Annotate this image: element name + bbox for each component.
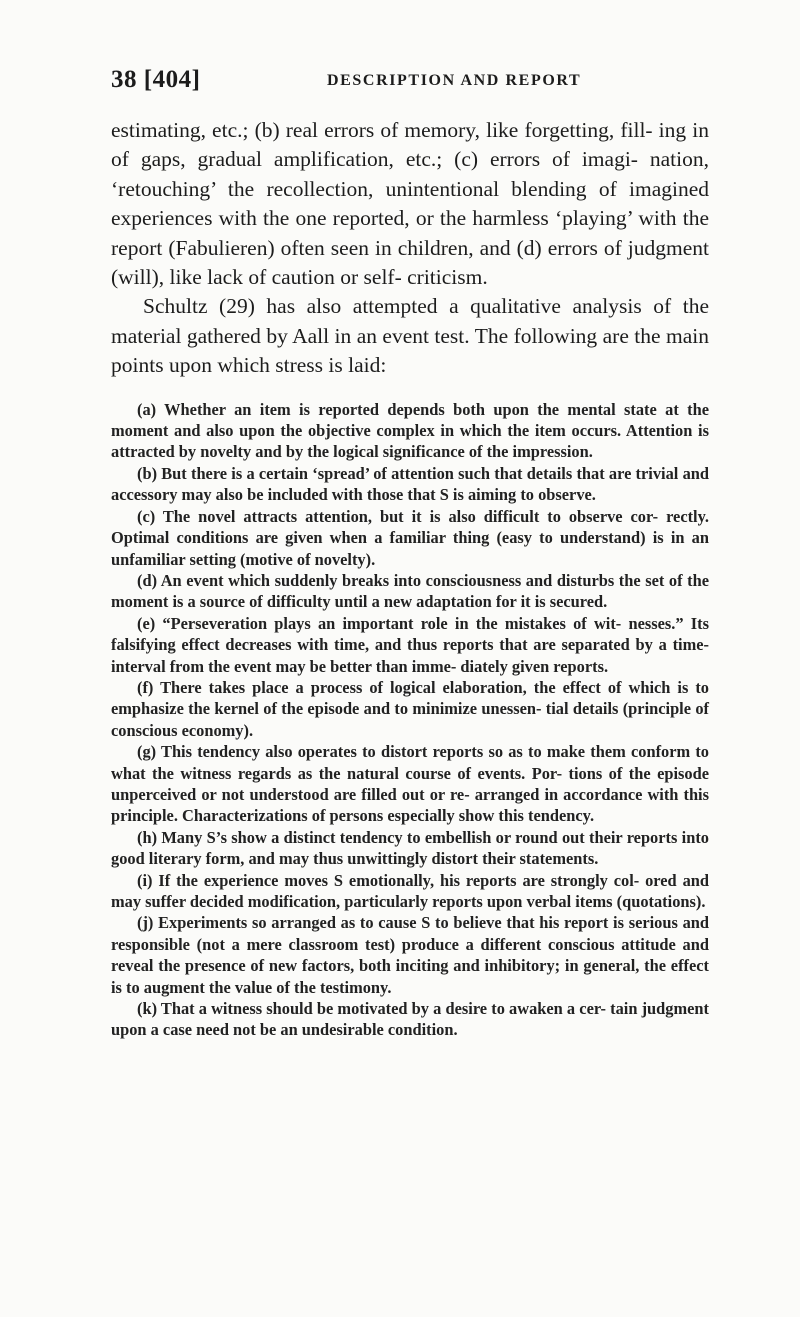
list-item-e: (e) “Perseveration plays an important role in the mistakes of wit- nesses.” Its falsifying effect decreases with time, and thus reports that are separated by a time-interval from the event may be better than imme- diately given reports. <box>111 613 709 676</box>
list-item-a: (a) Whether an item is reported depends both upon the mental state at the moment and also upon the objective complex in which the item occurs. Attention is attracted by novelty and by the logical significance of the impression. <box>111 399 709 462</box>
list-item-h: (h) Many S’s show a distinct tendency to embellish or round out their reports into good literary form, and may thus unwittingly distort their statements. <box>111 827 709 869</box>
list-item-f: (f) There takes place a process of logical elaboration, the effect of which is to emphasize the kernel of the episode and to minimize unessen- tial details (principle of conscious economy). <box>111 677 709 740</box>
paragraph-schultz: Schultz (29) has also attempted a qualitative analysis of the material gathered by Aall in an event test. The following are the main points upon which stress is laid: <box>111 294 709 378</box>
list-item-j: (j) Experiments so arranged as to cause S to believe that his report is serious and responsible (not a mere classroom test) produce a different conscious attitude and reveal the presence of new factors, both inciting and inhibitory; in general, the effect is to augment the value of the testimony. <box>111 913 709 997</box>
page-number: 38 [404] <box>111 66 201 93</box>
body-text <box>111 116 709 1041</box>
paragraph-continued: estimating, etc.; (b) real errors of memory, like forgetting, fill- ing in of gaps, gradual amplification, etc.; (c) errors of imagi- nation, ‘retouching’ the recollection, unintentional blending of imagined experiences with the one reported, or the harmless ‘playing’ with the report (Fabulieren) often seen in children, and (d) errors of judgment (will), like lack of caution or self- criticism. <box>111 118 709 290</box>
list-item-b: (b) But there is a certain ‘spread’ of attention such that details that are trivial and accessory may also be included with those that S is aiming to observe. <box>111 463 709 505</box>
running-head: DESCRIPTION AND REPORT <box>327 72 582 89</box>
list-item-c: (c) The novel attracts attention, but it is also difficult to observe cor- rectly. Optimal conditions are given when a familiar thing (easy to understand) is in an unfamiliar setting (motive of novelty). <box>111 506 709 569</box>
list-item-g: (g) This tendency also operates to distort reports so as to make them conform to what the witness regards as the natural course of events. Por- tions of the episode unperceived or not understood are filled out or re- arranged in accordance with this principle. Characterizations of persons especially show this tendency. <box>111 742 709 826</box>
list-item-d: (d) An event which suddenly breaks into consciousness and disturbs the set of the moment is a source of difficulty until a new adaptation for it is secured. <box>111 570 709 612</box>
page-header <box>111 66 711 96</box>
points-list <box>111 399 709 1041</box>
list-item-i: (i) If the experience moves S emotionally, his reports are strongly col- ored and may suffer decided modification, particularly reports upon verbal items (quotations). <box>111 870 709 911</box>
list-item-k: (k) That a witness should be motivated by a desire to awaken a cer- tain judgment upon a case need not be an undesirable condition. <box>111 999 709 1040</box>
